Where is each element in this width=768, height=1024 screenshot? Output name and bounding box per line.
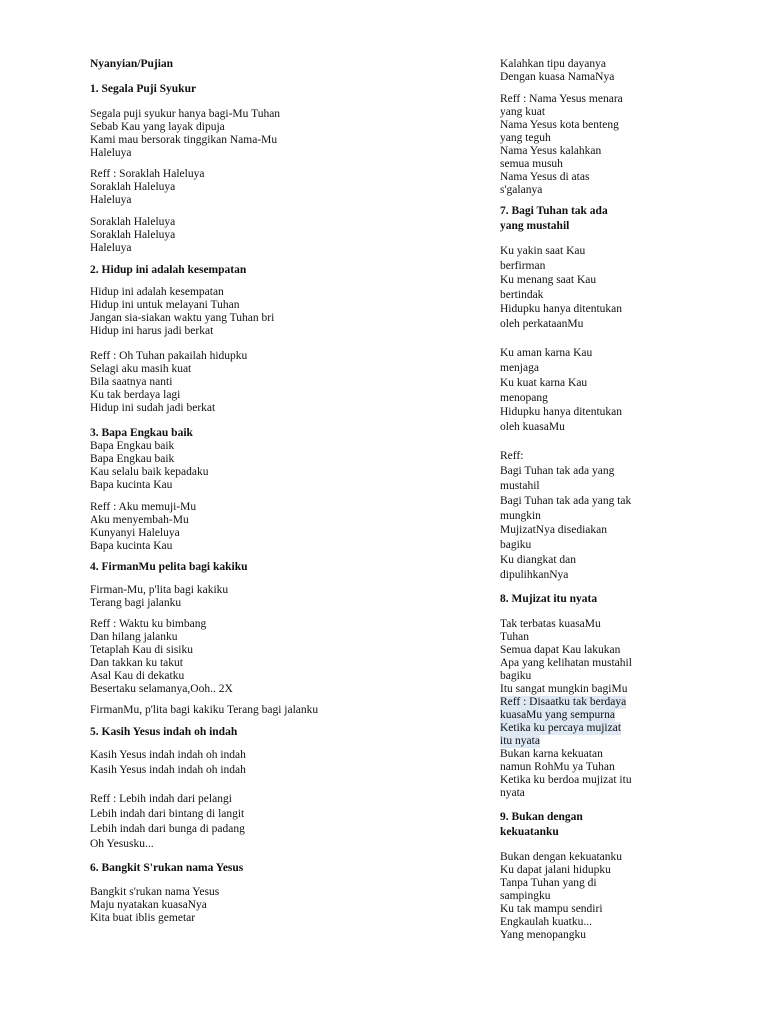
song-heading: 4. FirmanMu pelita bagi kakiku [90, 561, 248, 573]
lyric-line: kuasaMu yang sempurna [500, 709, 615, 721]
lyric-line: Haleluya [90, 242, 132, 254]
lyric-line: Haleluya [90, 194, 132, 206]
lyric-line: Bapa Engkau baik [90, 453, 175, 465]
lyric-line: Apa yang kelihatan mustahil [500, 657, 632, 669]
lyric-line: Soraklah Haleluya [90, 216, 176, 228]
lyric-line: Dan takkan ku takut [90, 657, 183, 669]
lyric-line: Reff : Disaatku tak berdaya [500, 696, 627, 708]
lyric-line: Ku yakin saat Kau [500, 245, 586, 257]
lyric-line: Reff : Soraklah Haleluya [90, 168, 205, 180]
lyric-line: Reff : Nama Yesus menara [500, 93, 623, 105]
lyric-line: Asal Kau di dekatku [90, 670, 185, 682]
lyric-line: Hidupku hanya ditentukan [500, 303, 623, 315]
lyric-line: Nama Yesus kota benteng [500, 119, 619, 131]
lyric-line: MujizatNya disediakan [500, 524, 607, 536]
lyric-line: Tanpa Tuhan yang di [500, 877, 597, 889]
lyric-line: Kasih Yesus indah indah oh indah [90, 749, 246, 761]
lyric-line: Besertaku selamanya,Ooh.. 2X [90, 683, 233, 695]
lyric-line: Bangkit s'rukan nama Yesus [90, 886, 220, 898]
lyric-line: Itu sangat mungkin bagiMu [500, 683, 628, 695]
lyric-line: dipulihkanNya [500, 569, 569, 581]
lyric-line: Hidup ini sudah jadi berkat [90, 402, 216, 414]
lyric-line: namun RohMu ya Tuhan [500, 761, 615, 773]
lyric-line: menjaga [500, 362, 539, 374]
lyric-line: Engkaulah kuatku... [500, 916, 592, 928]
lyric-line: Soraklah Haleluya [90, 181, 176, 193]
lyric-line: Semua dapat Kau lakukan [500, 644, 621, 656]
lyric-line: Ketika ku percaya mujizat [500, 722, 622, 734]
lyric-line: itu nyata [500, 735, 540, 747]
lyric-line: Tetaplah Kau di sisiku [90, 644, 193, 656]
lyric-line: Reff : Waktu ku bimbang [90, 618, 207, 630]
lyric-line: sampingku [500, 890, 551, 902]
lyric-line: Bapa Engkau baik [90, 440, 175, 452]
lyric-line: oleh kuasaMu [500, 421, 565, 433]
lyric-line: Yang menopangku [500, 929, 587, 941]
lyric-line: bagiku [500, 539, 532, 551]
lyric-line: Ku kuat karna Kau [500, 377, 588, 389]
lyric-line: Nama Yesus kalahkan [500, 145, 602, 157]
lyric-line: Reff : Lebih indah dari pelangi [90, 793, 232, 805]
lyric-line: Hidup ini adalah kesempatan [90, 286, 224, 298]
lyric-line: Bapa kucinta Kau [90, 540, 173, 552]
song-heading: 8. Mujizat itu nyata [500, 593, 598, 605]
lyric-line: Reff: [500, 450, 524, 462]
lyric-line: bagiku [500, 670, 532, 682]
lyric-line: Jangan sia-siakan waktu yang Tuhan bri [90, 312, 275, 324]
lyric-line: Reff : Aku memuji-Mu [90, 501, 197, 513]
lyric-line: Ku menang saat Kau [500, 274, 597, 286]
lyric-line: Soraklah Haleluya [90, 229, 176, 241]
lyric-line: Bukan dengan kekuatanku [500, 851, 622, 863]
lyric-line: yang kuat [500, 106, 546, 118]
lyric-line: Bapa kucinta Kau [90, 479, 173, 491]
lyric-line: FirmanMu, p'lita bagi kakiku Terang bagi jalanku [90, 704, 319, 716]
lyric-line: Hidupku hanya ditentukan [500, 406, 623, 418]
lyric-line: Kau selalu baik kepadaku [90, 466, 209, 478]
lyric-line: Kami mau bersorak tinggikan Nama-Mu [90, 134, 278, 146]
lyric-line: Kunyanyi Haleluya [90, 527, 180, 539]
lyric-line: yang teguh [500, 132, 551, 144]
lyric-line: Hidup ini harus jadi berkat [90, 325, 214, 337]
lyric-line: Bila saatnya nanti [90, 376, 173, 388]
lyric-line: oleh perkataanMu [500, 318, 584, 330]
lyric-line: Bagi Tuhan tak ada yang tak [500, 495, 632, 507]
lyric-line: Kita buat iblis gemetar [90, 912, 196, 924]
lyric-line: mungkin [500, 510, 541, 522]
lyric-line: Aku menyembah-Mu [90, 514, 189, 526]
song-heading: 5. Kasih Yesus indah oh indah [90, 726, 238, 738]
song-heading: yang mustahil [500, 220, 570, 232]
lyric-line: Reff : Oh Tuhan pakailah hidupku [90, 350, 248, 362]
lyric-line: berfirman [500, 260, 546, 272]
lyric-line: menopang [500, 392, 548, 404]
lyric-line: Maju nyatakan kuasaNya [90, 899, 207, 911]
lyric-line: Ku diangkat dan [500, 554, 577, 566]
lyric-line: Lebih indah dari bunga di padang [90, 823, 245, 835]
lyric-line: Bukan karna kekuatan [500, 748, 603, 760]
lyric-line: bertindak [500, 289, 544, 301]
lyric-line: Ku dapat jalani hidupku [500, 864, 611, 876]
lyric-line: s'galanya [500, 184, 543, 196]
lyric-line: Dengan kuasa NamaNya [500, 71, 615, 83]
lyric-line: nyata [500, 787, 525, 799]
lyric-line: Dan hilang jalanku [90, 631, 178, 643]
lyric-line: Selagi aku masih kuat [90, 363, 192, 375]
lyric-line: Ku aman karna Kau [500, 347, 593, 359]
lyric-line: Terang bagi jalanku [90, 597, 182, 609]
lyric-line: Hidup ini untuk melayani Tuhan [90, 299, 240, 311]
lyric-line: Bagi Tuhan tak ada yang [500, 465, 615, 477]
lyric-line: Tuhan [500, 631, 529, 643]
lyric-line: Lebih indah dari bintang di langit [90, 808, 245, 820]
lyric-line: Firman-Mu, p'lita bagi kakiku [90, 584, 229, 596]
lyric-line: Kasih Yesus indah indah oh indah [90, 764, 246, 776]
song-heading: 1. Segala Puji Syukur [90, 83, 197, 95]
lyric-line: Segala puji syukur hanya bagi-Mu Tuhan [90, 108, 281, 120]
song-heading: 7. Bagi Tuhan tak ada [500, 205, 608, 217]
lyric-line: Ku tak berdaya lagi [90, 389, 181, 401]
song-heading: 6. Bangkit S'rukan nama Yesus [90, 862, 244, 874]
lyric-line: mustahil [500, 480, 540, 492]
song-heading: Nyanyian/Pujian [90, 58, 174, 70]
song-heading: 2. Hidup ini adalah kesempatan [90, 264, 247, 276]
song-heading: 9. Bukan dengan [500, 811, 583, 823]
lyric-line: Ketika ku berdoa mujizat itu [500, 774, 632, 786]
lyric-line: Haleluya [90, 147, 132, 159]
lyric-line: Tak terbatas kuasaMu [500, 618, 601, 630]
lyric-line: Ku tak mampu sendiri [500, 903, 603, 915]
lyric-line: semua musuh [500, 158, 563, 170]
song-heading: 3. Bapa Engkau baik [90, 427, 193, 439]
song-heading: kekuatanku [500, 826, 559, 838]
lyric-line: Oh Yesusku... [90, 838, 154, 850]
lyric-line: Nama Yesus di atas [500, 171, 590, 183]
lyric-line: Kalahkan tipu dayanya [500, 58, 607, 70]
lyric-line: Sebab Kau yang layak dipuja [90, 121, 225, 133]
